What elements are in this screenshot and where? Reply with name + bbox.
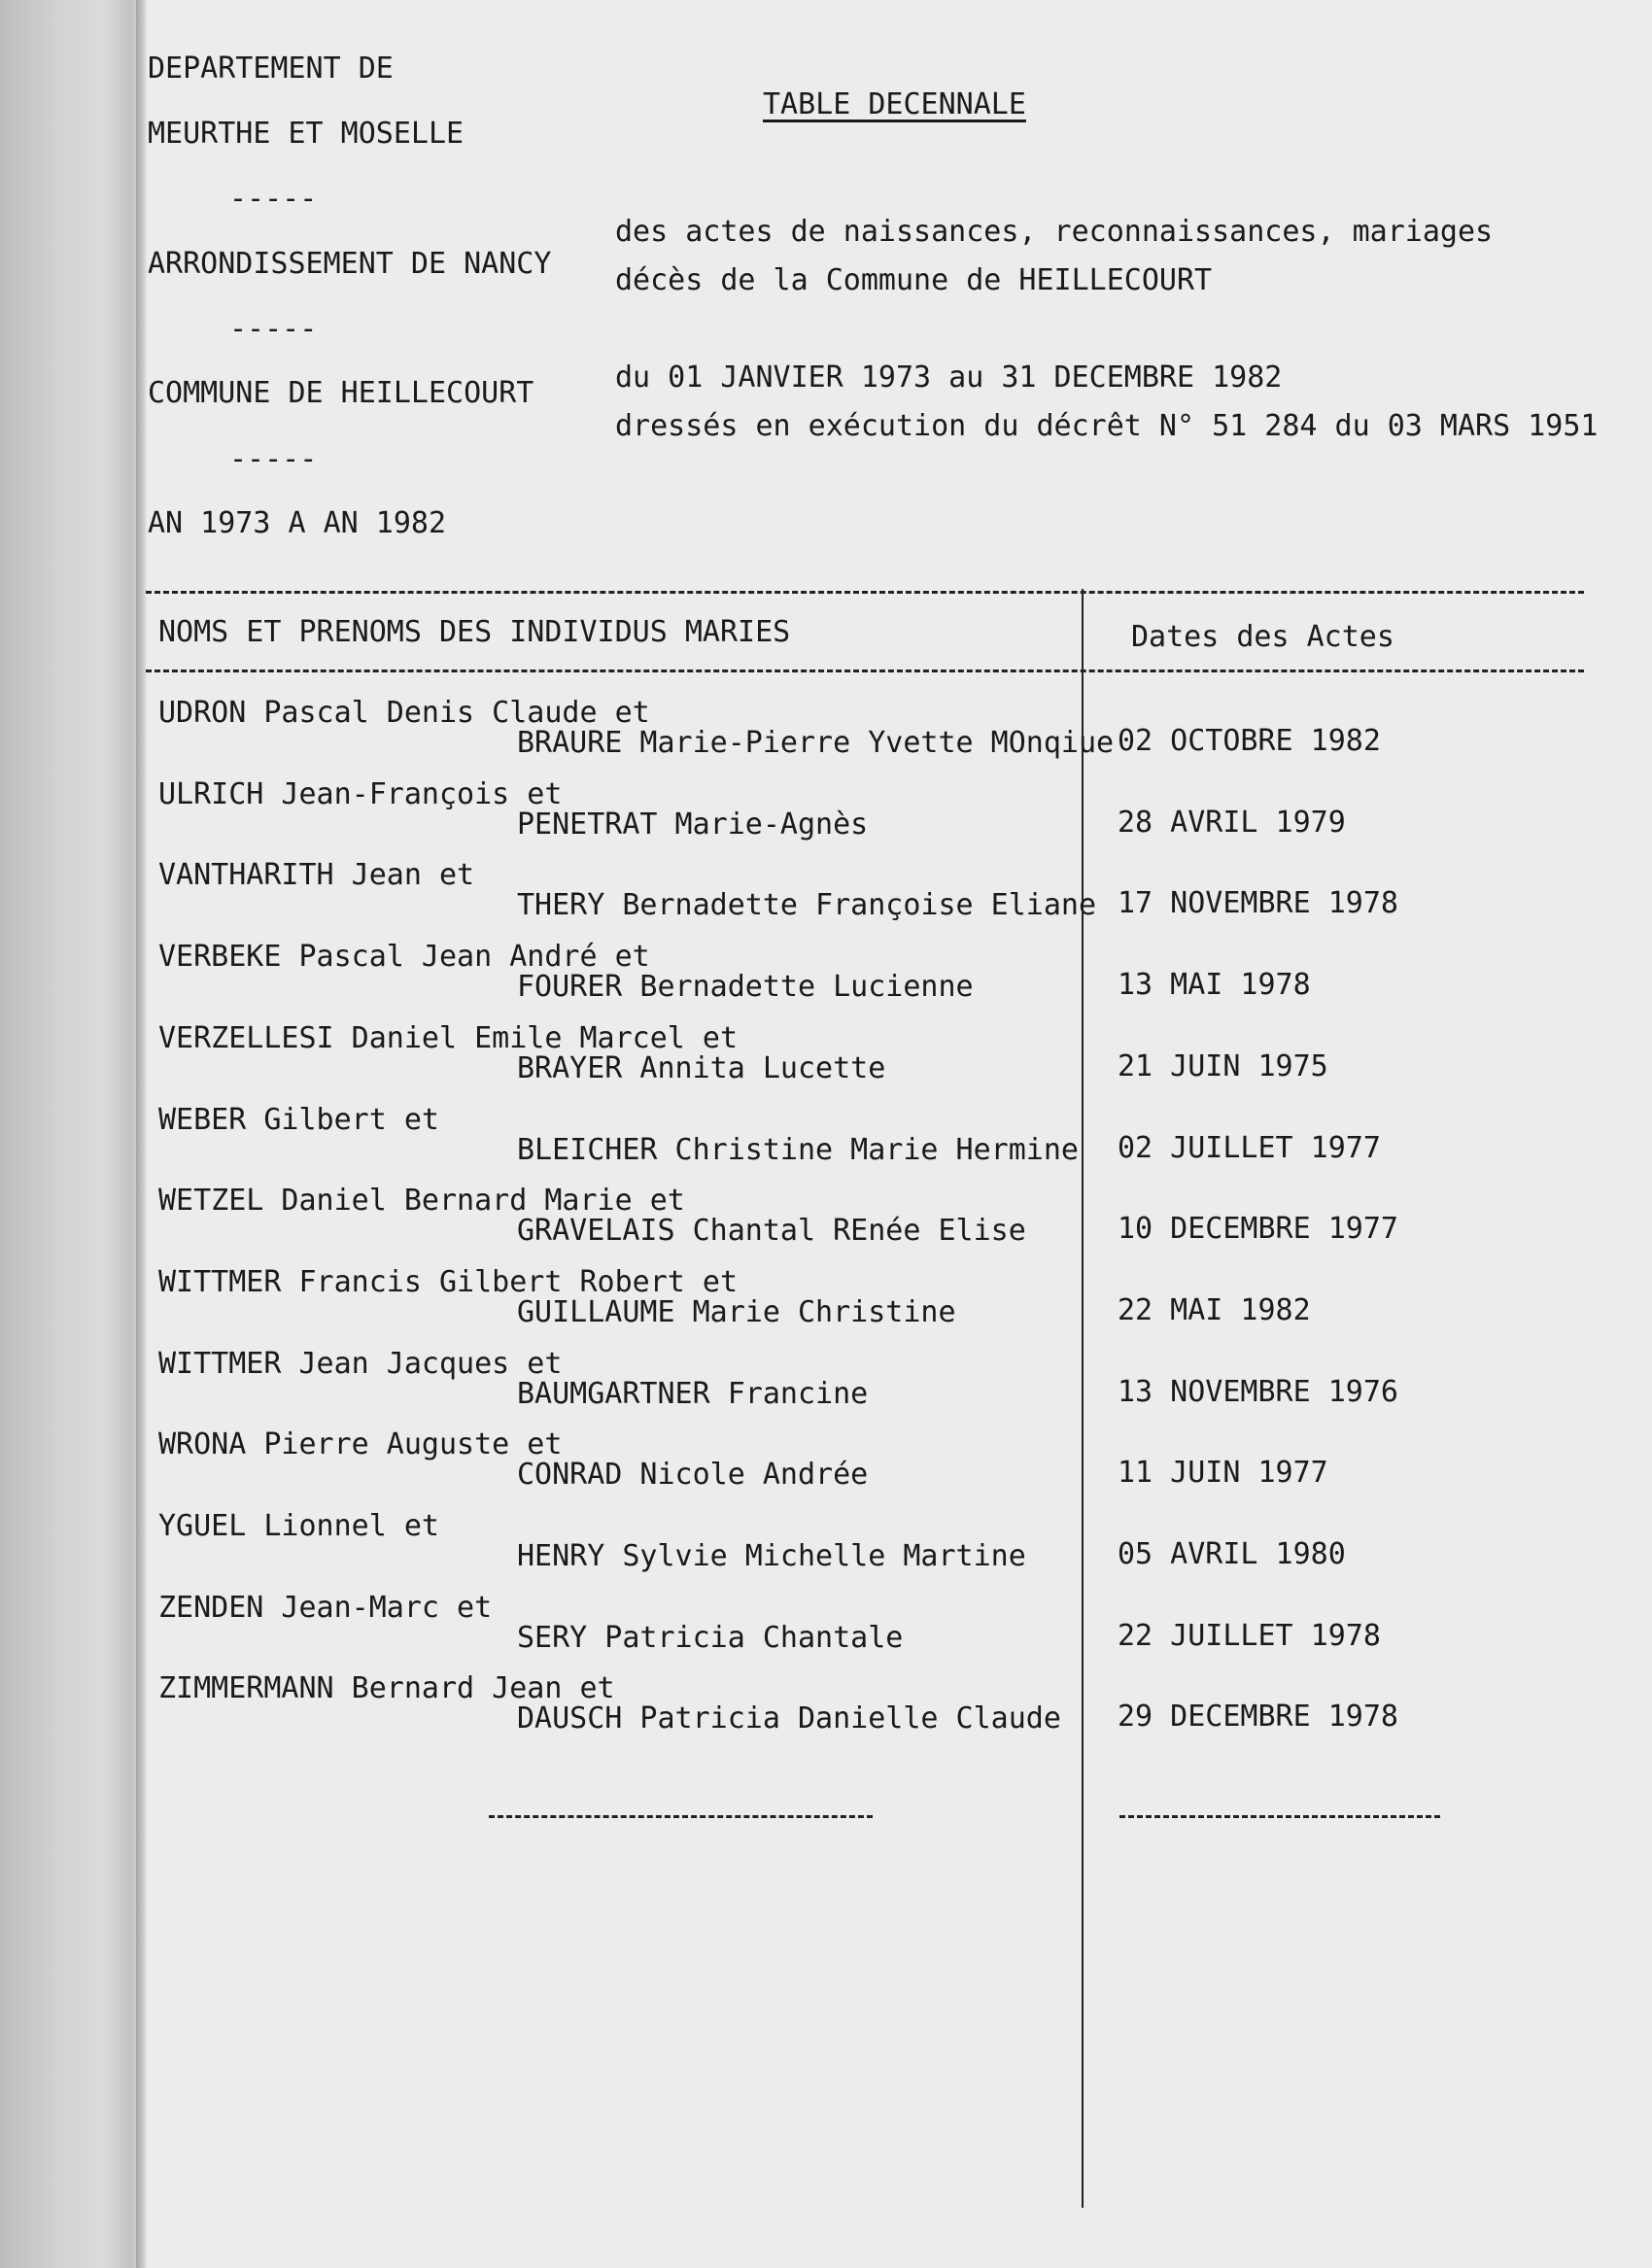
description-line: décès de la Commune de HEILLECOURT	[615, 263, 1213, 297]
entry-date: 02 OCTOBRE 1982	[1118, 724, 1381, 758]
decree-line: dressés en exécution du décrêt N° 51 284 du 03 MARS 1951	[615, 409, 1599, 443]
entry-spouse2: PENETRAT Marie-Agnès	[517, 807, 869, 842]
entry-spouse1: WEBER Gilbert et	[158, 1102, 439, 1137]
commune-label: COMMUNE DE HEILLECOURT	[148, 376, 534, 410]
table-top-rule	[146, 591, 1584, 594]
entry-date: 29 DECEMBRE 1978	[1118, 1700, 1398, 1735]
entry-date: 21 JUIN 1975	[1118, 1048, 1328, 1083]
entry-spouse2: GRAVELAIS Chantal REnée Elise	[517, 1214, 1026, 1249]
entry-spouse1: ULRICH Jean-François et	[158, 776, 563, 811]
document-title: TABLE DECENNALE	[763, 87, 1026, 121]
entry-date: 11 JUIN 1977	[1118, 1456, 1328, 1491]
date-range-line: du 01 JANVIER 1973 au 31 DECEMBRE 1982	[615, 361, 1283, 395]
closing-rule-names	[489, 1815, 873, 1818]
entry-spouse2: BLEICHER Christine Marie Hermine	[517, 1132, 1079, 1167]
entry-spouse1: WITTMER Jean Jacques et	[158, 1346, 563, 1381]
department-label: DEPARTEMENT DE	[148, 52, 394, 86]
entry-date: 17 NOVEMBRE 1978	[1118, 886, 1398, 921]
entry-spouse2: HENRY Sylvie Michelle Martine	[517, 1539, 1026, 1573]
entry-spouse2: BRAURE Marie-Pierre Yvette MOnqiue	[517, 726, 1115, 760]
entry-spouse1: WETZEL Daniel Bernard Marie et	[158, 1184, 685, 1219]
entry-date: 22 MAI 1982	[1118, 1292, 1311, 1327]
header-separator: -----	[229, 182, 318, 216]
entry-date: 10 DECEMBRE 1977	[1118, 1212, 1398, 1247]
page-binding-edge	[0, 0, 146, 2268]
entry-spouse2: BAUMGARTNER Francine	[517, 1376, 869, 1411]
entry-spouse1: VERBEKE Pascal Jean André et	[158, 940, 650, 975]
period-label: AN 1973 A AN 1982	[148, 506, 447, 540]
entry-spouse2: FOURER Bernadette Lucienne	[517, 970, 974, 1005]
entry-spouse2: CONRAD Nicole Andrée	[517, 1458, 869, 1493]
entry-spouse1: WRONA Pierre Auguste et	[158, 1427, 563, 1462]
entry-spouse1: ZENDEN Jean-Marc et	[158, 1590, 493, 1625]
entry-spouse1: ZIMMERMANN Bernard Jean et	[158, 1671, 615, 1706]
entry-date: 13 MAI 1978	[1118, 968, 1311, 1003]
entry-date: 28 AVRIL 1979	[1118, 805, 1346, 840]
entry-spouse1: UDRON Pascal Denis Claude et	[158, 696, 650, 730]
entry-spouse2: SERY Patricia Chantale	[517, 1620, 904, 1655]
entry-spouse1: VERZELLESI Daniel Emile Marcel et	[158, 1020, 739, 1055]
entry-spouse1: YGUEL Lionnel et	[158, 1509, 439, 1543]
header-separator: -----	[229, 442, 318, 476]
table-header-rule	[146, 670, 1584, 672]
entry-date: 05 AVRIL 1980	[1118, 1537, 1346, 1571]
entry-date: 22 JUILLET 1978	[1118, 1618, 1381, 1653]
column-header-names: NOMS ET PRENOMS DES INDIVIDUS MARIES	[158, 615, 791, 649]
column-header-dates: Dates des Actes	[1131, 620, 1394, 654]
entry-spouse2: GUILLAUME Marie Christine	[517, 1294, 956, 1329]
entry-spouse2: THERY Bernadette Françoise Eliane	[517, 888, 1097, 923]
binding-shadow	[136, 0, 148, 2268]
department-name: MEURTHE ET MOSELLE	[148, 117, 465, 151]
header-separator: -----	[229, 312, 318, 346]
arrondissement-label: ARRONDISSEMENT DE NANCY	[148, 247, 552, 281]
entry-spouse2: BRAYER Annita Lucette	[517, 1050, 886, 1085]
entry-spouse1: VANTHARITH Jean et	[158, 858, 475, 893]
entry-date: 02 JUILLET 1977	[1118, 1130, 1381, 1165]
entry-date: 13 NOVEMBRE 1976	[1118, 1374, 1398, 1409]
closing-rule-dates	[1119, 1815, 1440, 1818]
entry-spouse1: WITTMER Francis Gilbert Robert et	[158, 1264, 739, 1299]
entry-spouse2: DAUSCH Patricia Danielle Claude	[517, 1701, 1061, 1736]
description-line: des actes de naissances, reconnaissances, mariages	[615, 215, 1494, 249]
column-divider	[1082, 589, 1084, 2208]
